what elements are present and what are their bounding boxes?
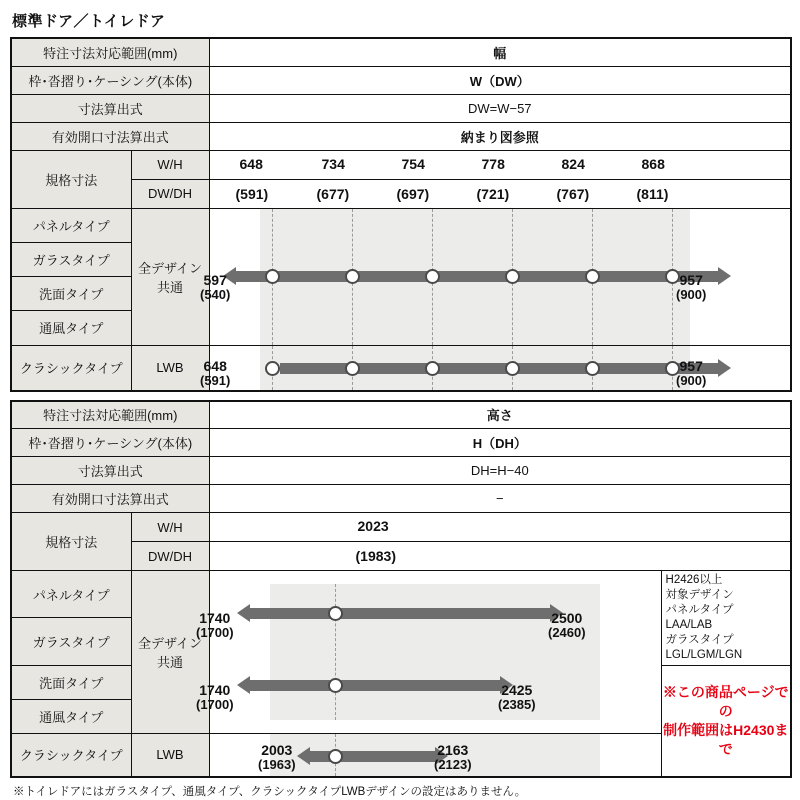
height-lwb-label: LWB xyxy=(131,733,209,777)
table-row xyxy=(11,571,791,618)
table-row xyxy=(11,485,791,513)
lwb-size-marker-3 xyxy=(505,361,520,376)
design-common-line1: 全デザイン xyxy=(137,260,203,276)
height-row3-right-label xyxy=(434,742,472,773)
wh-value-2: 754 xyxy=(401,155,425,172)
width-row1-left-sub: (540) xyxy=(200,287,231,303)
width-formula-label: 寸法算出式 xyxy=(11,94,209,122)
footnote: ※トイレドアにはガラスタイプ、通風タイプ、クラシックタイプLWBデザインの設定はありません。 xyxy=(13,785,527,798)
wh-value-0: 648 xyxy=(239,155,263,172)
height-type-glass: ガラスタイプ xyxy=(11,618,131,665)
height-row3-right-main: 2163 xyxy=(437,742,469,758)
width-wh-label: W/H xyxy=(131,150,209,179)
table-row xyxy=(11,150,791,179)
height-row1-right-main: 2500 xyxy=(551,610,583,626)
table-row xyxy=(11,401,791,429)
width-row2-left-label xyxy=(200,358,230,389)
height-row2-left-label xyxy=(196,682,234,713)
side-note-5: LGL/LGM/LGN xyxy=(665,648,743,661)
height-row3-left-sub: (1963) xyxy=(258,757,296,773)
table-row xyxy=(11,457,791,485)
size-marker-4 xyxy=(585,269,600,284)
width-type-glass: ガラスタイプ xyxy=(11,242,131,276)
height-row2-right-main: 2425 xyxy=(501,682,533,698)
width-dwdh-label: DW/DH xyxy=(131,179,209,208)
lwb-arrow-right xyxy=(718,359,731,377)
lwb-size-marker-2 xyxy=(425,361,440,376)
side-note-2: パネルタイプ xyxy=(665,603,734,616)
height-type-classic: クラシックタイプ xyxy=(11,733,131,777)
red-note-line2: 制作範囲はH2430まで xyxy=(663,721,789,757)
height-opening-value: − xyxy=(209,485,791,513)
height-wh-label: W/H xyxy=(131,513,209,542)
height-row2-right-label xyxy=(498,682,536,713)
lwb-size-marker-4 xyxy=(585,361,600,376)
wh-value-3: 778 xyxy=(481,155,505,172)
height-gridline-0 xyxy=(335,584,336,720)
height-wh-value: 2023 xyxy=(357,518,389,534)
page-title: 標準ドア／トイレドア xyxy=(12,13,166,30)
width-range-value: 幅 xyxy=(209,38,791,66)
wh-value-4: 824 xyxy=(561,155,585,172)
width-row2-right-main: 957 xyxy=(679,358,703,374)
table-row xyxy=(11,66,791,94)
width-row1-left-label xyxy=(200,272,230,303)
height-spec-table xyxy=(10,400,792,778)
dwdh-value-5: (811) xyxy=(636,185,669,202)
width-row2-left-sub: (591) xyxy=(200,373,231,389)
width-row2-right-sub: (900) xyxy=(676,373,707,389)
width-opening-label: 有効開口寸法算出式 xyxy=(11,122,209,150)
table-row xyxy=(11,122,791,150)
width-lwb-label: LWB xyxy=(131,345,209,391)
height-dwdh-label: DW/DH xyxy=(131,542,209,571)
width-row1-right-label xyxy=(676,272,706,303)
height-size-marker-1 xyxy=(328,606,343,621)
height-side-note xyxy=(662,571,791,665)
height-std-label: 規格寸法 xyxy=(11,513,131,571)
width-frame-value: W（DW） xyxy=(209,66,791,94)
width-row1-left-main: 597 xyxy=(203,272,227,288)
design-common-line2: 共通 xyxy=(157,654,184,670)
height-row1-right-label xyxy=(548,610,586,641)
size-marker-0 xyxy=(265,269,280,284)
height-range-bar-1 xyxy=(250,608,550,619)
width-type-classic: クラシックタイプ xyxy=(11,345,131,391)
width-wh-values xyxy=(209,150,791,179)
height-row1-left-label xyxy=(196,610,234,641)
height-dwdh-value: (1983) xyxy=(355,548,396,564)
height-row3-left-label xyxy=(258,742,296,773)
height-side-note-cell xyxy=(661,571,791,666)
height-arrow-left-2 xyxy=(237,676,250,694)
dwdh-value-0: (591) xyxy=(235,185,269,202)
dwdh-value-2: (697) xyxy=(396,185,430,202)
size-marker-1 xyxy=(345,269,360,284)
lwb-size-marker-0 xyxy=(265,361,280,376)
height-row2-left-main: 1740 xyxy=(199,682,231,698)
size-marker-2 xyxy=(425,269,440,284)
wh-value-5: 868 xyxy=(641,155,665,172)
height-row1-left-main: 1740 xyxy=(199,610,231,626)
table-row xyxy=(11,38,791,66)
width-type-panel: パネルタイプ xyxy=(11,208,131,242)
height-row1-right-sub: (2460) xyxy=(548,625,586,641)
table-row xyxy=(11,208,791,242)
width-formula-value: DW=W−57 xyxy=(209,94,791,122)
dwdh-value-1: (677) xyxy=(316,185,350,202)
height-range-value: 高さ xyxy=(209,401,791,429)
height-formula-label: 寸法算出式 xyxy=(11,457,209,485)
table-row xyxy=(11,513,791,542)
height-lwb-size-marker xyxy=(328,749,343,764)
height-row3-left-main: 2003 xyxy=(261,742,293,758)
dwdh-value-4: (767) xyxy=(556,185,590,202)
red-note-line1: ※この商品ページでの xyxy=(662,683,789,719)
width-design-common xyxy=(131,208,209,345)
height-row3-right-sub: (2123) xyxy=(434,757,472,773)
width-row1-right-main: 957 xyxy=(679,272,703,288)
design-common-line1: 全デザイン xyxy=(137,635,203,651)
height-formula-value: DH=H−40 xyxy=(209,457,791,485)
height-row2-left-sub: (1700) xyxy=(196,697,234,713)
width-type-vent: 通風タイプ xyxy=(11,311,131,345)
height-range-label: 特注寸法対応範囲(mm) xyxy=(11,401,209,429)
width-row2-left-main: 648 xyxy=(203,358,227,374)
height-opening-label: 有効開口寸法算出式 xyxy=(11,485,209,513)
height-wh-value-cell xyxy=(209,513,791,542)
side-note-3: LAA/LAB xyxy=(665,618,713,631)
dwdh-value-3: (721) xyxy=(476,185,510,202)
side-note-1: 対象デザイン xyxy=(665,588,734,601)
width-opening-value: 納まり図参照 xyxy=(209,122,791,150)
height-arrow-left-1 xyxy=(237,604,250,622)
width-spec-table xyxy=(10,37,792,392)
height-diagram-main xyxy=(209,571,661,734)
height-row1-left-sub: (1700) xyxy=(196,625,234,641)
width-range-bar xyxy=(236,271,718,282)
design-common-line2: 共通 xyxy=(157,279,184,295)
table-row xyxy=(11,429,791,457)
height-red-note-cell xyxy=(661,665,791,777)
lwb-size-marker-1 xyxy=(345,361,360,376)
height-type-panel: パネルタイプ xyxy=(11,571,131,618)
size-marker-3 xyxy=(505,269,520,284)
width-std-label: 規格寸法 xyxy=(11,150,131,208)
height-frame-value: H（DH） xyxy=(209,429,791,457)
height-size-marker-2 xyxy=(328,678,343,693)
table-row xyxy=(11,345,791,391)
width-frame-label: 枠･沓摺り･ケーシング(本体) xyxy=(11,66,209,94)
height-frame-label: 枠･沓摺り･ケーシング(本体) xyxy=(11,429,209,457)
width-type-washbasin: 洗面タイプ xyxy=(11,277,131,311)
width-range-label: 特注寸法対応範囲(mm) xyxy=(11,38,209,66)
wh-value-1: 734 xyxy=(321,155,345,172)
height-range-bar-2 xyxy=(250,680,500,691)
width-row2-right-label xyxy=(676,358,706,389)
height-type-washbasin: 洗面タイプ xyxy=(11,665,131,699)
height-row2-right-sub: (2385) xyxy=(498,697,536,713)
height-dwdh-value-cell xyxy=(209,542,791,571)
height-type-vent: 通風タイプ xyxy=(11,699,131,733)
height-lwb-arrow-left xyxy=(297,747,310,765)
table-row xyxy=(11,94,791,122)
width-dwdh-values xyxy=(209,179,791,208)
range-arrow-right xyxy=(718,267,731,285)
side-note-4: ガラスタイプ xyxy=(665,633,734,646)
side-note-0: H2426以上 xyxy=(665,574,723,586)
width-row1-right-sub: (900) xyxy=(676,287,707,303)
height-red-note xyxy=(662,683,791,759)
